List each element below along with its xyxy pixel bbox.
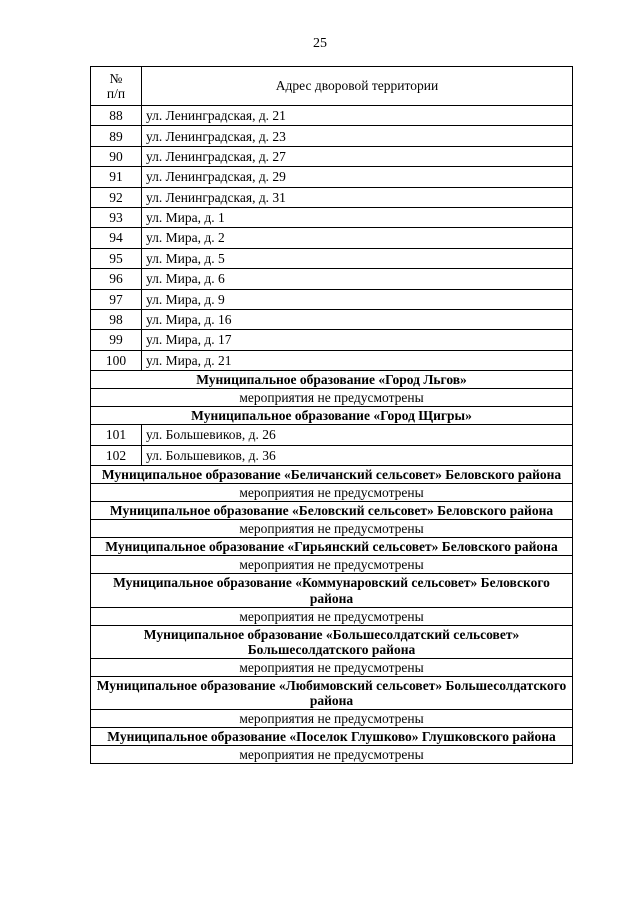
municipality-glushkovo: Муниципальное образование «Поселок Глушково» Глушковского района xyxy=(91,728,573,746)
row-address: ул. Мира, д. 21 xyxy=(142,350,573,370)
row-number: 94 xyxy=(91,228,142,248)
row-number: 93 xyxy=(91,207,142,227)
municipality-lyubimovsky: Муниципальное образование «Любимовский сельсовет» Большесолдатского района xyxy=(91,676,573,709)
table-row xyxy=(91,126,573,146)
note-bolshesoldatsky: мероприятия не предусмотрены xyxy=(91,658,573,676)
row-address: ул. Ленинградская, д. 21 xyxy=(142,106,573,126)
note-row xyxy=(91,607,573,625)
table-row xyxy=(91,228,573,248)
table-row xyxy=(91,207,573,227)
note-lgov: мероприятия не предусмотрены xyxy=(91,389,573,407)
row-number: 89 xyxy=(91,126,142,146)
row-address: ул. Мира, д. 16 xyxy=(142,309,573,329)
note-lyubimovsky: мероприятия не предусмотрены xyxy=(91,710,573,728)
row-number: 99 xyxy=(91,330,142,350)
row-address: ул. Мира, д. 5 xyxy=(142,248,573,268)
row-number: 95 xyxy=(91,248,142,268)
municipality-heading xyxy=(91,676,573,709)
header-number: № п/п xyxy=(91,67,142,106)
table-row xyxy=(91,106,573,126)
table-row xyxy=(91,330,573,350)
table-row xyxy=(91,146,573,166)
note-belichansky: мероприятия не предусмотрены xyxy=(91,484,573,502)
row-address: ул. Ленинградская, д. 31 xyxy=(142,187,573,207)
municipality-heading xyxy=(91,502,573,520)
municipality-heading xyxy=(91,625,573,658)
note-row xyxy=(91,746,573,764)
municipality-heading xyxy=(91,538,573,556)
table-row xyxy=(91,309,573,329)
note-row xyxy=(91,710,573,728)
row-address: ул. Мира, д. 9 xyxy=(142,289,573,309)
note-row xyxy=(91,520,573,538)
table-row xyxy=(91,269,573,289)
note-row xyxy=(91,389,573,407)
row-number: 101 xyxy=(91,425,142,445)
row-address: ул. Ленинградская, д. 23 xyxy=(142,126,573,146)
note-glushkovo: мероприятия не предусмотрены xyxy=(91,746,573,764)
row-address: ул. Мира, д. 6 xyxy=(142,269,573,289)
row-address: ул. Мира, д. 17 xyxy=(142,330,573,350)
row-number: 102 xyxy=(91,445,142,465)
municipality-heading xyxy=(91,371,573,389)
table-row xyxy=(91,167,573,187)
municipality-belovsky: Муниципальное образование «Беловский сельсовет» Беловского района xyxy=(91,502,573,520)
row-number: 100 xyxy=(91,350,142,370)
row-number: 97 xyxy=(91,289,142,309)
table-row xyxy=(91,350,573,370)
row-address: ул. Большевиков, д. 26 xyxy=(142,425,573,445)
row-address: ул. Ленинградская, д. 27 xyxy=(142,146,573,166)
table-row xyxy=(91,248,573,268)
note-kommunarovsky: мероприятия не предусмотрены xyxy=(91,607,573,625)
row-number: 91 xyxy=(91,167,142,187)
table-header-row xyxy=(91,67,573,106)
municipality-bolshesoldatsky: Муниципальное образование «Большесолдатский сельсовет» Большесолдатского района xyxy=(91,625,573,658)
row-number: 98 xyxy=(91,309,142,329)
table-row xyxy=(91,425,573,445)
row-address: ул. Мира, д. 1 xyxy=(142,207,573,227)
row-address: ул. Мира, д. 2 xyxy=(142,228,573,248)
municipality-giryansky: Муниципальное образование «Гирьянский сельсовет» Беловского района xyxy=(91,538,573,556)
note-row xyxy=(91,484,573,502)
municipality-lgov: Муниципальное образование «Город Льгов» xyxy=(91,371,573,389)
row-number: 88 xyxy=(91,106,142,126)
municipality-heading xyxy=(91,728,573,746)
row-number: 96 xyxy=(91,269,142,289)
note-belovsky: мероприятия не предусмотрены xyxy=(91,520,573,538)
row-number: 92 xyxy=(91,187,142,207)
municipality-shchigry: Муниципальное образование «Город Щигры» xyxy=(91,407,573,425)
municipality-heading xyxy=(91,466,573,484)
municipality-kommunarovsky: Муниципальное образование «Коммунаровский сельсовет» Беловского района xyxy=(91,574,573,607)
row-address: ул. Ленинградская, д. 29 xyxy=(142,167,573,187)
table-row xyxy=(91,445,573,465)
table-row xyxy=(91,289,573,309)
table-row xyxy=(91,187,573,207)
municipality-heading xyxy=(91,407,573,425)
note-row xyxy=(91,556,573,574)
note-giryansky: мероприятия не предусмотрены xyxy=(91,556,573,574)
row-number: 90 xyxy=(91,146,142,166)
header-address: Адрес дворовой территории xyxy=(142,67,573,106)
note-row xyxy=(91,658,573,676)
municipality-belichansky: Муниципальное образование «Беличанский сельсовет» Беловского района xyxy=(91,466,573,484)
page-number: 25 xyxy=(313,36,327,51)
address-table xyxy=(90,66,573,764)
municipality-heading xyxy=(91,574,573,607)
row-address: ул. Большевиков, д. 36 xyxy=(142,445,573,465)
